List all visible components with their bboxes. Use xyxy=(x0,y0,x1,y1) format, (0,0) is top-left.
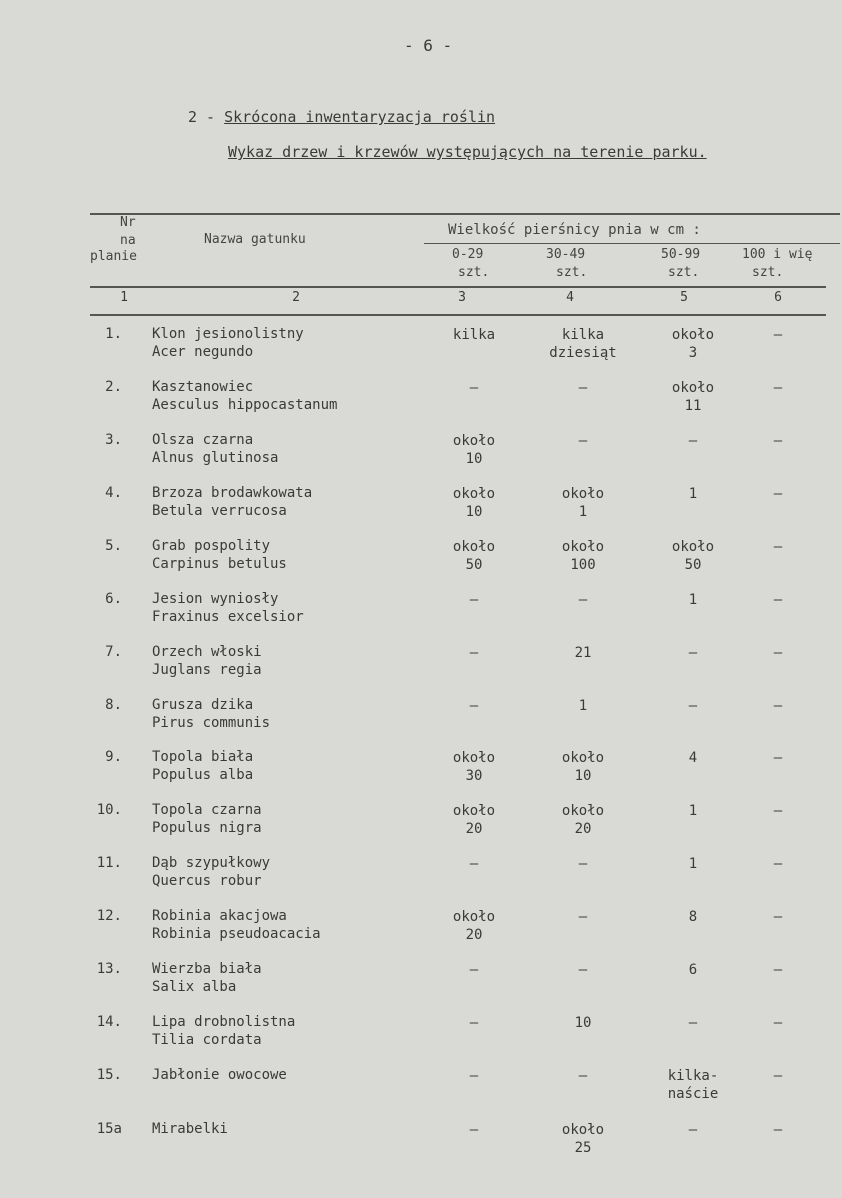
count-50-99: 1 xyxy=(688,592,698,608)
count-0-29: – xyxy=(469,698,479,714)
row-number: 9. xyxy=(105,749,122,765)
page-number: - 6 - xyxy=(404,36,453,55)
count-30-49: – xyxy=(578,909,588,925)
species-latin-name: Robinia pseudoacacia xyxy=(152,926,321,942)
species-latin-name: Populus nigra xyxy=(152,820,262,836)
count-30-49: kilka dziesiąt xyxy=(549,327,617,361)
count-100-plus: – xyxy=(773,486,783,502)
species-polish-name: Orzech włoski xyxy=(152,644,262,660)
species-polish-name: Klon jesionolistny xyxy=(152,326,304,342)
count-30-49: około 25 xyxy=(561,1122,605,1156)
colnum-bottom-rule xyxy=(90,314,826,316)
header-species-name: Nazwa gatunku xyxy=(204,232,306,247)
count-30-49: – xyxy=(578,380,588,396)
count-100-plus: – xyxy=(773,962,783,978)
species-latin-name: Tilia cordata xyxy=(152,1032,262,1048)
count-100-plus: – xyxy=(773,539,783,555)
section-title-prefix: 2 - xyxy=(188,108,225,126)
table-row xyxy=(0,326,842,376)
count-30-49: około 20 xyxy=(561,803,605,837)
species-latin-name: Fraxinus excelsior xyxy=(152,609,304,625)
table-row xyxy=(0,538,842,588)
row-number: 14. xyxy=(96,1014,122,1030)
species-latin-name: Acer negundo xyxy=(152,344,254,360)
count-30-49: – xyxy=(578,856,588,872)
species-latin-name: Quercus robur xyxy=(152,873,262,889)
species-polish-name: Olsza czarna xyxy=(152,432,254,448)
count-100-plus: – xyxy=(773,645,783,661)
count-0-29: – xyxy=(469,856,479,872)
count-0-29: – xyxy=(469,592,479,608)
count-30-49: – xyxy=(578,592,588,608)
count-100-plus: – xyxy=(773,1122,783,1138)
species-latin-name: Betula verrucosa xyxy=(152,503,287,519)
row-number: 3. xyxy=(105,432,122,448)
count-0-29: około 30 xyxy=(452,750,496,784)
header-unit-4: szt. xyxy=(752,265,784,280)
table-row xyxy=(0,432,842,482)
species-latin-name: Alnus glutinosa xyxy=(152,450,279,466)
section-title-text: Skrócona inwentaryzacja roślin xyxy=(224,108,496,126)
count-100-plus: – xyxy=(773,909,783,925)
size-header-rule xyxy=(424,243,840,244)
count-50-99: około 50 xyxy=(671,539,715,573)
species-polish-name: Grusza dzika xyxy=(152,697,254,713)
table-row xyxy=(0,591,842,641)
row-number: 8. xyxy=(105,697,122,713)
header-range-100: 100 i wię xyxy=(742,247,813,262)
count-50-99: – xyxy=(688,1015,698,1031)
species-latin-name: Salix alba xyxy=(152,979,237,995)
row-number: 5. xyxy=(105,538,122,554)
table-row xyxy=(0,379,842,429)
table-row xyxy=(0,908,842,958)
table-row xyxy=(0,1121,842,1171)
row-number: 2. xyxy=(105,379,122,395)
count-30-49: 21 xyxy=(574,645,592,661)
count-30-49: 10 xyxy=(574,1015,592,1031)
row-number: 4. xyxy=(105,485,122,501)
count-0-29: około 20 xyxy=(452,803,496,837)
count-0-29: około 10 xyxy=(452,486,496,520)
header-nr: Nr xyxy=(120,215,136,230)
header-range-50-99: 50-99 xyxy=(661,247,701,262)
count-30-49: – xyxy=(578,1068,588,1084)
table-row xyxy=(0,697,842,747)
count-50-99: około 3 xyxy=(671,327,715,361)
count-50-99: 1 xyxy=(688,856,698,872)
header-unit-1: szt. xyxy=(458,265,490,280)
table-row xyxy=(0,855,842,905)
species-latin-name: Populus alba xyxy=(152,767,254,783)
species-polish-name: Kasztanowiec xyxy=(152,379,254,395)
section-title xyxy=(188,108,495,126)
count-100-plus: – xyxy=(773,327,783,343)
count-100-plus: – xyxy=(773,592,783,608)
count-0-29: – xyxy=(469,1068,479,1084)
row-number: 6. xyxy=(105,591,122,607)
count-0-29: – xyxy=(469,380,479,396)
species-latin-name: Pirus communis xyxy=(152,715,271,731)
species-latin-name: Aesculus hippocastanum xyxy=(152,397,338,413)
count-30-49: około 10 xyxy=(561,750,605,784)
table-row xyxy=(0,644,842,694)
count-0-29: – xyxy=(469,645,479,661)
species-polish-name: Jesion wyniosły xyxy=(152,591,279,607)
table-row xyxy=(0,485,842,535)
count-50-99: – xyxy=(688,1122,698,1138)
species-latin-name: Carpinus betulus xyxy=(152,556,287,572)
count-50-99: kilka- naście xyxy=(667,1068,719,1102)
count-50-99: 6 xyxy=(688,962,698,978)
count-0-29: kilka xyxy=(452,327,496,343)
count-100-plus: – xyxy=(773,803,783,819)
header-na: na xyxy=(120,233,136,248)
count-50-99: 4 xyxy=(688,750,698,766)
row-number: 10. xyxy=(96,802,122,818)
header-unit-2: szt. xyxy=(556,265,588,280)
count-100-plus: – xyxy=(773,856,783,872)
row-number: 1. xyxy=(105,326,122,342)
row-number: 13. xyxy=(96,961,122,977)
species-polish-name: Robinia akacjowa xyxy=(152,908,287,924)
count-0-29: – xyxy=(469,1122,479,1138)
count-0-29: – xyxy=(469,1015,479,1031)
count-100-plus: – xyxy=(773,1068,783,1084)
count-50-99: 8 xyxy=(688,909,698,925)
table-row xyxy=(0,749,842,799)
count-100-plus: – xyxy=(773,380,783,396)
table-row xyxy=(0,802,842,852)
header-range-30-49: 30-49 xyxy=(546,247,586,262)
count-30-49: – xyxy=(578,962,588,978)
count-50-99: – xyxy=(688,433,698,449)
header-unit-3: szt. xyxy=(668,265,700,280)
species-polish-name: Jabłonie owocowe xyxy=(152,1067,287,1083)
row-number: 15a xyxy=(96,1121,122,1137)
species-polish-name: Grab pospolity xyxy=(152,538,271,554)
count-50-99: około 11 xyxy=(671,380,715,414)
row-number: 7. xyxy=(105,644,122,660)
count-50-99: – xyxy=(688,645,698,661)
count-30-49: 1 xyxy=(578,698,588,714)
table-row xyxy=(0,1067,842,1117)
table-row xyxy=(0,1014,842,1064)
count-30-49: około 1 xyxy=(561,486,605,520)
section-subtitle: Wykaz drzew i krzewów występujących na terenie parku. xyxy=(228,143,707,161)
species-polish-name: Topola czarna xyxy=(152,802,262,818)
count-0-29: – xyxy=(469,962,479,978)
row-number: 15. xyxy=(96,1067,122,1083)
table-top-rule xyxy=(90,213,840,215)
column-number-6: 6 xyxy=(774,290,782,305)
header-trunk-size: Wielkość pierśnicy pnia w cm : xyxy=(448,222,701,238)
header-planie: planie xyxy=(90,249,137,264)
count-100-plus: – xyxy=(773,1015,783,1031)
count-100-plus: – xyxy=(773,698,783,714)
species-polish-name: Brzoza brodawkowata xyxy=(152,485,313,501)
count-0-29: około 50 xyxy=(452,539,496,573)
column-number-1: 1 xyxy=(120,290,128,305)
count-0-29: około 10 xyxy=(452,433,496,467)
header-bottom-rule xyxy=(90,286,826,288)
species-polish-name: Wierzba biała xyxy=(152,961,262,977)
species-polish-name: Dąb szypułkowy xyxy=(152,855,271,871)
table-row xyxy=(0,961,842,1011)
count-0-29: około 20 xyxy=(452,909,496,943)
count-50-99: – xyxy=(688,698,698,714)
count-50-99: 1 xyxy=(688,486,698,502)
row-number: 11. xyxy=(96,855,122,871)
count-50-99: 1 xyxy=(688,803,698,819)
count-30-49: około 100 xyxy=(561,539,605,573)
species-latin-name: Juglans regia xyxy=(152,662,262,678)
count-100-plus: – xyxy=(773,750,783,766)
species-polish-name: Topola biała xyxy=(152,749,254,765)
column-number-4: 4 xyxy=(566,290,574,305)
column-number-3: 3 xyxy=(458,290,466,305)
count-100-plus: – xyxy=(773,433,783,449)
column-number-2: 2 xyxy=(292,290,300,305)
column-number-5: 5 xyxy=(680,290,688,305)
species-polish-name: Mirabelki xyxy=(152,1121,228,1137)
species-polish-name: Lipa drobnolistna xyxy=(152,1014,296,1030)
row-number: 12. xyxy=(96,908,122,924)
count-30-49: – xyxy=(578,433,588,449)
header-range-0-29: 0-29 xyxy=(452,247,484,262)
